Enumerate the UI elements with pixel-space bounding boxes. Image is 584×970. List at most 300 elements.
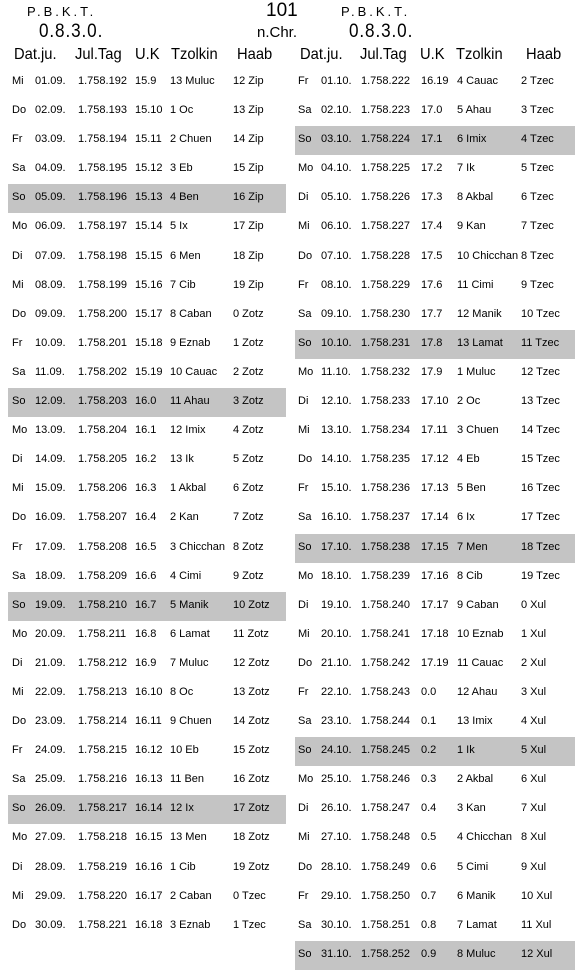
haab-cell: 1 Zotz bbox=[233, 336, 264, 349]
tzolkin-cell: 6 Men bbox=[170, 249, 201, 262]
table-row bbox=[8, 504, 286, 533]
weekday: Sa bbox=[298, 918, 312, 931]
date-cell: 28.10. bbox=[321, 860, 352, 873]
tzolkin-cell: 5 Manik bbox=[170, 598, 209, 611]
uk-cell: 0.8 bbox=[421, 918, 437, 931]
haab-cell: 14 Zip bbox=[233, 133, 264, 146]
right-col-jd-header: Jul.Tag bbox=[360, 46, 407, 63]
uk-cell: 0.4 bbox=[421, 802, 437, 815]
haab-cell: 2 Zotz bbox=[233, 365, 264, 378]
tzolkin-cell: 2 Kan bbox=[170, 511, 199, 524]
haab-cell: 10 Xul bbox=[521, 889, 553, 902]
julian-day-cell: 1.758.238 bbox=[361, 540, 410, 553]
uk-cell: 15.13 bbox=[135, 191, 163, 204]
haab-cell: 16 Zotz bbox=[233, 773, 270, 786]
julian-day-cell: 1.758.225 bbox=[361, 162, 410, 175]
uk-cell: 15.14 bbox=[135, 220, 163, 233]
date-cell: 11.09. bbox=[35, 365, 65, 378]
date-cell: 08.10. bbox=[321, 278, 352, 291]
tzolkin-cell: 6 Lamat bbox=[170, 627, 210, 640]
tzolkin-cell: 7 Ik bbox=[457, 162, 475, 175]
weekday: Fr bbox=[12, 540, 23, 553]
julian-day-cell: 1.758.219 bbox=[78, 860, 127, 873]
haab-cell: 16 Tzec bbox=[521, 482, 560, 495]
haab-cell: 11 Tzec bbox=[521, 336, 560, 349]
uk-cell: 15.10 bbox=[135, 104, 163, 117]
weekday: Di bbox=[12, 860, 23, 873]
date-cell: 04.10. bbox=[321, 162, 352, 175]
weekday: Di bbox=[12, 656, 23, 669]
weekday: Mo bbox=[12, 220, 28, 233]
weekday: So bbox=[12, 395, 26, 408]
haab-cell: 4 Xul bbox=[521, 715, 547, 728]
weekday: So bbox=[12, 191, 26, 204]
date-cell: 14.10. bbox=[321, 453, 352, 466]
table-row bbox=[295, 824, 575, 853]
tzolkin-cell: 7 Lamat bbox=[457, 918, 497, 931]
uk-cell: 16.9 bbox=[135, 656, 157, 669]
date-cell: 27.09. bbox=[35, 831, 66, 844]
julian-day-cell: 1.758.208 bbox=[78, 540, 127, 553]
tzolkin-cell: 2 Caban bbox=[170, 889, 212, 902]
table-row bbox=[8, 155, 286, 184]
uk-cell: 17.10 bbox=[421, 395, 449, 408]
table-row bbox=[8, 621, 286, 650]
uk-cell: 16.4 bbox=[135, 511, 157, 524]
left-pbkt-title: P.B.K.T. bbox=[27, 4, 97, 19]
table-row bbox=[295, 766, 575, 795]
weekday: Di bbox=[12, 453, 23, 466]
tzolkin-cell: 13 Imix bbox=[457, 715, 493, 728]
haab-cell: 4 Tzec bbox=[521, 133, 554, 146]
tzolkin-cell: 3 Chuen bbox=[457, 424, 499, 437]
weekday: Sa bbox=[12, 162, 26, 175]
julian-day-cell: 1.758.228 bbox=[361, 249, 410, 262]
julian-day-cell: 1.758.248 bbox=[361, 831, 410, 844]
uk-cell: 16.7 bbox=[135, 598, 157, 611]
date-cell: 31.10. bbox=[321, 947, 352, 960]
haab-cell: 5 Zotz bbox=[233, 453, 264, 466]
table-row bbox=[295, 184, 575, 213]
weekday: Do bbox=[12, 307, 27, 320]
julian-day-cell: 1.758.250 bbox=[361, 889, 410, 902]
uk-cell: 16.16 bbox=[135, 860, 163, 873]
date-cell: 29.10. bbox=[321, 889, 352, 902]
tzolkin-cell: 11 Cimi bbox=[457, 278, 494, 291]
julian-day-cell: 1.758.194 bbox=[78, 133, 127, 146]
julian-day-cell: 1.758.251 bbox=[361, 918, 410, 931]
weekday: So bbox=[12, 598, 26, 611]
haab-cell: 19 Zip bbox=[233, 278, 264, 291]
julian-day-cell: 1.758.210 bbox=[78, 598, 127, 611]
left-col-uk-header: U.K bbox=[135, 46, 160, 63]
weekday: Do bbox=[12, 511, 27, 524]
weekday: Mi bbox=[12, 889, 24, 902]
weekday: Di bbox=[298, 395, 309, 408]
date-cell: 18.10. bbox=[321, 569, 352, 582]
tzolkin-cell: 13 Lamat bbox=[457, 336, 503, 349]
haab-cell: 19 Tzec bbox=[521, 569, 560, 582]
weekday: Mi bbox=[12, 75, 24, 87]
tzolkin-cell: 4 Chicchan bbox=[457, 831, 513, 844]
weekday: Fr bbox=[298, 685, 309, 698]
tzolkin-cell: 3 Chicchan bbox=[170, 540, 226, 553]
uk-cell: 16.19 bbox=[421, 75, 449, 87]
table-row bbox=[8, 679, 286, 708]
uk-cell: 17.16 bbox=[421, 569, 449, 582]
date-cell: 21.10. bbox=[321, 656, 352, 669]
weekday: Di bbox=[298, 598, 309, 611]
haab-cell: 0 Tzec bbox=[233, 889, 266, 902]
uk-cell: 0.7 bbox=[421, 889, 437, 902]
haab-cell: 17 Zip bbox=[233, 220, 264, 233]
tzolkin-cell: 1 Oc bbox=[170, 104, 194, 117]
weekday: Do bbox=[298, 249, 313, 262]
table-row bbox=[295, 650, 575, 679]
tzolkin-cell: 4 Eb bbox=[457, 453, 480, 466]
weekday: Do bbox=[298, 453, 313, 466]
julian-day-cell: 1.758.213 bbox=[78, 685, 127, 698]
julian-day-cell: 1.758.202 bbox=[78, 365, 127, 378]
haab-cell: 6 Xul bbox=[521, 773, 547, 786]
tzolkin-cell: 8 Caban bbox=[170, 307, 212, 320]
date-cell: 21.09. bbox=[35, 656, 66, 669]
julian-day-cell: 1.758.224 bbox=[361, 133, 410, 146]
tzolkin-cell: 5 Ix bbox=[170, 220, 188, 233]
table-row bbox=[295, 854, 575, 883]
uk-cell: 17.6 bbox=[421, 278, 443, 291]
table-row bbox=[295, 475, 575, 504]
table-row bbox=[8, 534, 286, 563]
weekday: Mi bbox=[298, 220, 310, 233]
date-cell: 26.10. bbox=[321, 802, 352, 815]
weekday: Mo bbox=[298, 365, 314, 378]
weekday: Fr bbox=[12, 744, 23, 757]
uk-cell: 16.2 bbox=[135, 453, 157, 466]
uk-cell: 16.0 bbox=[135, 395, 157, 408]
haab-cell: 3 Tzec bbox=[521, 104, 554, 117]
table-row bbox=[8, 883, 286, 912]
haab-cell: 3 Zotz bbox=[233, 395, 264, 408]
date-cell: 14.09. bbox=[35, 453, 66, 466]
tzolkin-cell: 11 Ahau bbox=[170, 395, 210, 408]
haab-cell: 1 Xul bbox=[521, 627, 547, 640]
tzolkin-cell: 5 Ahau bbox=[457, 104, 492, 117]
left-col-tzolkin-header: Tzolkin bbox=[171, 46, 218, 63]
haab-cell: 10 Tzec bbox=[521, 307, 560, 320]
table-row bbox=[8, 475, 286, 504]
date-cell: 25.10. bbox=[321, 773, 352, 786]
date-cell: 25.09. bbox=[35, 773, 66, 786]
date-cell: 15.09. bbox=[35, 482, 66, 495]
haab-cell: 9 Xul bbox=[521, 860, 547, 873]
tzolkin-cell: 3 Eb bbox=[170, 162, 193, 175]
uk-cell: 17.7 bbox=[421, 307, 443, 320]
date-cell: 06.09. bbox=[35, 220, 66, 233]
haab-cell: 15 Zotz bbox=[233, 744, 270, 757]
uk-cell: 17.18 bbox=[421, 627, 449, 640]
uk-cell: 17.19 bbox=[421, 656, 449, 669]
date-cell: 18.09. bbox=[35, 569, 66, 582]
tzolkin-cell: 7 Cib bbox=[170, 278, 196, 291]
date-cell: 12.09. bbox=[35, 395, 66, 408]
haab-cell: 13 Zip bbox=[233, 104, 264, 117]
table-row bbox=[8, 272, 286, 301]
haab-cell: 4 Zotz bbox=[233, 424, 264, 437]
date-cell: 27.10. bbox=[321, 831, 352, 844]
uk-cell: 15.16 bbox=[135, 278, 163, 291]
haab-cell: 0 Xul bbox=[521, 598, 547, 611]
uk-cell: 17.14 bbox=[421, 511, 449, 524]
uk-cell: 15.9 bbox=[135, 75, 157, 87]
tzolkin-cell: 13 Ik bbox=[170, 453, 194, 466]
weekday: Mi bbox=[12, 278, 24, 291]
weekday: Mi bbox=[298, 627, 310, 640]
haab-cell: 6 Zotz bbox=[233, 482, 264, 495]
table-row bbox=[8, 650, 286, 679]
table-row bbox=[295, 359, 575, 388]
weekday: Mo bbox=[298, 162, 314, 175]
date-cell: 22.10. bbox=[321, 685, 352, 698]
julian-day-cell: 1.758.207 bbox=[78, 511, 127, 524]
julian-day-cell: 1.758.226 bbox=[361, 191, 410, 204]
tzolkin-cell: 6 Imix bbox=[457, 133, 487, 146]
tzolkin-cell: 9 Kan bbox=[457, 220, 486, 233]
left-long-count: 0.8.3.0. bbox=[39, 21, 104, 42]
tzolkin-cell: 12 Imix bbox=[170, 424, 206, 437]
date-cell: 19.09. bbox=[35, 598, 66, 611]
table-row bbox=[295, 417, 575, 446]
tzolkin-cell: 13 Muluc bbox=[170, 75, 215, 87]
weekday: Di bbox=[298, 802, 309, 815]
table-row bbox=[8, 68, 286, 97]
date-cell: 07.09. bbox=[35, 249, 66, 262]
haab-cell: 14 Tzec bbox=[521, 424, 560, 437]
table-row bbox=[295, 504, 575, 533]
uk-cell: 16.6 bbox=[135, 569, 157, 582]
haab-cell: 2 Xul bbox=[521, 656, 547, 669]
date-cell: 17.09. bbox=[35, 540, 66, 553]
weekday: Mo bbox=[298, 569, 314, 582]
weekday: Sa bbox=[298, 511, 312, 524]
julian-day-cell: 1.758.249 bbox=[361, 860, 410, 873]
weekday: Mo bbox=[12, 627, 28, 640]
date-cell: 23.09. bbox=[35, 715, 66, 728]
tzolkin-cell: 8 Oc bbox=[170, 685, 194, 698]
tzolkin-cell: 12 Ix bbox=[170, 802, 194, 815]
tzolkin-cell: 6 Ix bbox=[457, 511, 475, 524]
date-cell: 09.10. bbox=[321, 307, 352, 320]
haab-cell: 6 Tzec bbox=[521, 191, 554, 204]
table-row bbox=[295, 155, 575, 184]
weekday: So bbox=[12, 802, 26, 815]
weekday: Mi bbox=[298, 424, 310, 437]
julian-day-cell: 1.758.245 bbox=[361, 744, 410, 757]
tzolkin-cell: 13 Men bbox=[170, 831, 207, 844]
tzolkin-cell: 9 Eznab bbox=[170, 336, 211, 349]
uk-cell: 16.3 bbox=[135, 482, 157, 495]
julian-day-cell: 1.758.227 bbox=[361, 220, 410, 233]
julian-day-cell: 1.758.211 bbox=[78, 627, 127, 640]
weekday: Fr bbox=[298, 889, 309, 902]
weekday: Mo bbox=[12, 424, 28, 437]
weekday: So bbox=[298, 336, 312, 349]
julian-day-cell: 1.758.241 bbox=[361, 627, 410, 640]
date-cell: 07.10. bbox=[321, 249, 352, 262]
julian-day-cell: 1.758.231 bbox=[361, 336, 410, 349]
julian-day-cell: 1.758.247 bbox=[361, 802, 410, 815]
uk-cell: 17.2 bbox=[421, 162, 443, 175]
date-cell: 10.09. bbox=[35, 336, 66, 349]
weekday: Fr bbox=[12, 133, 23, 146]
haab-cell: 13 Tzec bbox=[521, 395, 560, 408]
weekday: Sa bbox=[298, 307, 312, 320]
julian-day-cell: 1.758.221 bbox=[78, 918, 127, 931]
uk-cell: 17.17 bbox=[421, 598, 449, 611]
julian-day-cell: 1.758.242 bbox=[361, 656, 410, 669]
uk-cell: 0.1 bbox=[421, 715, 437, 728]
haab-cell: 14 Zotz bbox=[233, 715, 270, 728]
table-row bbox=[8, 359, 286, 388]
weekday: Do bbox=[298, 656, 313, 669]
date-cell: 02.10. bbox=[321, 104, 352, 117]
haab-cell: 19 Zotz bbox=[233, 860, 270, 873]
tzolkin-cell: 11 Ben bbox=[170, 773, 205, 786]
table-row bbox=[295, 388, 575, 417]
tzolkin-cell: 3 Kan bbox=[457, 802, 486, 815]
uk-cell: 16.10 bbox=[135, 685, 163, 698]
tzolkin-cell: 8 Cib bbox=[457, 569, 483, 582]
date-cell: 19.10. bbox=[321, 598, 352, 611]
table-row bbox=[295, 883, 575, 912]
uk-cell: 16.14 bbox=[135, 802, 163, 815]
table-row bbox=[8, 126, 286, 155]
weekday: Sa bbox=[298, 715, 312, 728]
haab-cell: 9 Tzec bbox=[521, 278, 554, 291]
julian-day-cell: 1.758.195 bbox=[78, 162, 127, 175]
uk-cell: 17.15 bbox=[421, 540, 449, 553]
tzolkin-cell: 8 Muluc bbox=[457, 947, 496, 960]
table-row bbox=[8, 912, 286, 941]
tzolkin-cell: 9 Chuen bbox=[170, 715, 212, 728]
sunday-row bbox=[295, 941, 575, 970]
uk-cell: 0.6 bbox=[421, 860, 437, 873]
table-row bbox=[8, 446, 286, 475]
julian-day-cell: 1.758.198 bbox=[78, 249, 127, 262]
tzolkin-cell: 12 Manik bbox=[457, 307, 502, 320]
tzolkin-cell: 8 Akbal bbox=[457, 191, 494, 204]
haab-cell: 12 Zotz bbox=[233, 656, 270, 669]
date-cell: 03.09. bbox=[35, 133, 66, 146]
tzolkin-cell: 1 Cib bbox=[170, 860, 196, 873]
weekday: Mo bbox=[12, 831, 28, 844]
haab-cell: 17 Zotz bbox=[233, 802, 270, 815]
weekday: So bbox=[298, 947, 312, 960]
julian-day-cell: 1.758.193 bbox=[78, 104, 127, 117]
date-cell: 08.09. bbox=[35, 278, 66, 291]
julian-day-cell: 1.758.215 bbox=[78, 744, 127, 757]
uk-cell: 17.4 bbox=[421, 220, 443, 233]
tzolkin-cell: 2 Oc bbox=[457, 395, 481, 408]
julian-day-cell: 1.758.196 bbox=[78, 191, 127, 204]
julian-day-cell: 1.758.230 bbox=[361, 307, 410, 320]
table-row bbox=[8, 708, 286, 737]
haab-cell: 11 Zotz bbox=[233, 627, 269, 640]
table-row bbox=[8, 213, 286, 242]
uk-cell: 0.0 bbox=[421, 685, 437, 698]
left-col-haab-header: Haab bbox=[237, 46, 273, 63]
uk-cell: 0.2 bbox=[421, 744, 437, 757]
left-col-jd-header: Jul.Tag bbox=[75, 46, 122, 63]
haab-cell: 7 Tzec bbox=[521, 220, 554, 233]
date-cell: 16.10. bbox=[321, 511, 352, 524]
julian-day-cell: 1.758.205 bbox=[78, 453, 127, 466]
haab-cell: 8 Xul bbox=[521, 831, 547, 844]
haab-cell: 1 Tzec bbox=[233, 918, 266, 931]
date-cell: 05.10. bbox=[321, 191, 352, 204]
right-long-count: 0.8.3.0. bbox=[349, 21, 414, 42]
tzolkin-cell: 3 Eznab bbox=[170, 918, 211, 931]
haab-cell: 17 Tzec bbox=[521, 511, 560, 524]
table-row bbox=[295, 795, 575, 824]
weekday: Fr bbox=[298, 75, 309, 87]
julian-day-cell: 1.758.239 bbox=[361, 569, 410, 582]
uk-cell: 17.1 bbox=[421, 133, 443, 146]
tzolkin-cell: 1 Ik bbox=[457, 744, 475, 757]
right-col-uk-header: U.K bbox=[420, 46, 445, 63]
haab-cell: 8 Zotz bbox=[233, 540, 264, 553]
julian-day-cell: 1.758.240 bbox=[361, 598, 410, 611]
year-label: 101 bbox=[266, 0, 298, 21]
date-cell: 09.09. bbox=[35, 307, 66, 320]
julian-day-cell: 1.758.236 bbox=[361, 482, 410, 495]
julian-day-cell: 1.758.203 bbox=[78, 395, 127, 408]
julian-day-cell: 1.758.244 bbox=[361, 715, 410, 728]
haab-cell: 12 Tzec bbox=[521, 365, 560, 378]
era-label: n.Chr. bbox=[257, 24, 298, 41]
tzolkin-cell: 4 Ben bbox=[170, 191, 199, 204]
weekday: Sa bbox=[298, 104, 312, 117]
uk-cell: 0.3 bbox=[421, 773, 437, 786]
date-cell: 15.10. bbox=[321, 482, 352, 495]
sunday-row bbox=[8, 795, 286, 824]
haab-cell: 5 Xul bbox=[521, 744, 547, 757]
julian-day-cell: 1.758.234 bbox=[361, 424, 410, 437]
table-row bbox=[8, 854, 286, 883]
date-cell: 06.10. bbox=[321, 220, 352, 233]
tzolkin-cell: 1 Akbal bbox=[170, 482, 207, 495]
julian-day-cell: 1.758.217 bbox=[78, 802, 127, 815]
weekday: Do bbox=[298, 860, 313, 873]
julian-day-cell: 1.758.232 bbox=[361, 365, 410, 378]
julian-day-cell: 1.758.229 bbox=[361, 278, 410, 291]
table-row bbox=[8, 301, 286, 330]
uk-cell: 17.12 bbox=[421, 453, 449, 466]
weekday: Fr bbox=[12, 336, 23, 349]
uk-cell: 16.18 bbox=[135, 918, 163, 931]
julian-day-cell: 1.758.201 bbox=[78, 336, 127, 349]
uk-cell: 0.5 bbox=[421, 831, 437, 844]
haab-cell: 5 Tzec bbox=[521, 162, 554, 175]
date-cell: 17.10. bbox=[321, 540, 352, 553]
date-cell: 11.10. bbox=[321, 365, 351, 378]
date-cell: 04.09. bbox=[35, 162, 66, 175]
table-row bbox=[8, 737, 286, 766]
haab-cell: 15 Tzec bbox=[521, 453, 560, 466]
tzolkin-cell: 10 Eznab bbox=[457, 627, 504, 640]
haab-cell: 12 Xul bbox=[521, 947, 553, 960]
date-cell: 01.09. bbox=[35, 75, 66, 87]
